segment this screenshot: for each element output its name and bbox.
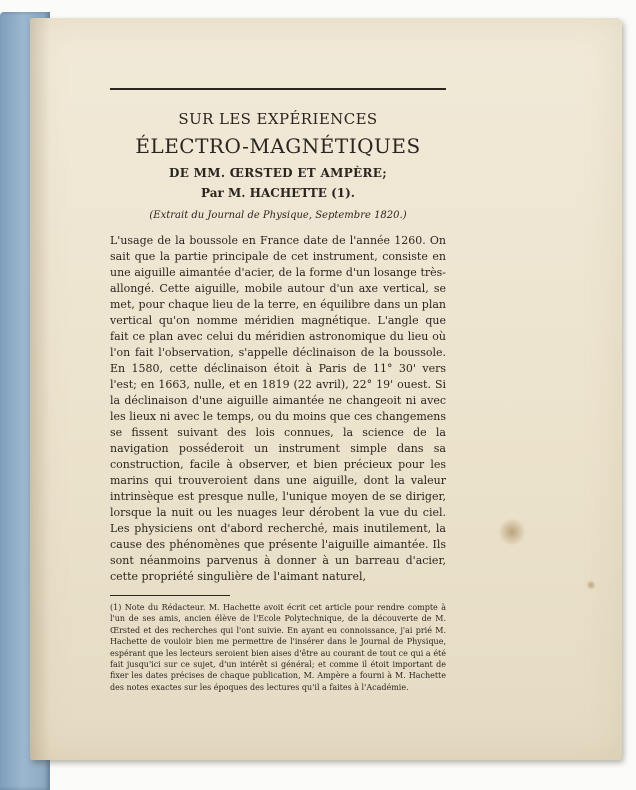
page-fold-shadow: [30, 18, 50, 760]
title-line-2: ÉLECTRO-MAGNÉTIQUES: [135, 134, 421, 158]
footnote-rule: [110, 595, 230, 596]
title-line-1: SUR LES EXPÉRIENCES: [178, 110, 378, 128]
article: [110, 88, 446, 693]
foxing-stain: [586, 580, 596, 590]
top-rule: [110, 88, 446, 90]
footnote: (1) Note du Rédacteur. M. Hachette avoit écrit cet article pour rendre compte à l'un de ses amis, ancien élève de l'Ecole Polytechnique, de la découverte de M. Œrsted et des recherches qui l'ont suivie. En ayant eu connoissance, j'ai prié M. Hachette de vouloir bien me permettre de l'insérer dans le Journal de Physique, espérant que les lecteurs seroient bien aises d'être au courant de tout ce qui a été fait jusqu'ici sur ce sujet, d'un intérêt si général; et comme il étoit important de fixer les dates précises de chaque publication, M. Ampère a fourni à M. Hachette des notes exactes sur les époques des lectures qu'il a faites à l'Académie.: [110, 603, 446, 692]
body-paragraph: L'usage de la boussole en France date de l'année 1260. On sait que la partie principale de cet instrument, consiste en une aiguille aimantée d'acier, de la forme d'un losange très-allongé. Cette aiguille, mobile autour d'un axe vertical, se met, pour chaque lieu de la terre, en équilibre dans un plan vertical qu'on nomme méridien magnétique. L'angle que fait ce plan avec celui du méridien astronomique du lieu où l'on fait l'observation, s'appelle déclinaison de la boussole. En 1580, cette déclinaison étoit à Paris de 11° 30' vers l'est; en 1663, nulle, et en 1819 (22 avril), 22° 19' ouest. Si la déclinaison d'une aiguille aimantée ne changeoit ni avec les lieux ni avec le temps, ou du moins que ces changemens se fissent suivant des lois connues, la science de la navigation posséderoit un instrument simple dans sa construction, facile à observer, et bien précieux pour les marins qui trouveroient dans une aiguille, dont la valeur intrinsèque est presque nulle, l'unique moyen de se diriger, lorsque la nuit ou les nuages leur dérobent la vue du ciel. Les physiciens ont d'abord recherché, mais inutilement, la cause des phénomènes que présente l'aiguille aimantée. Ils sont néanmoins parvenus à donner à un barreau d'acier, cette propriété singulière de l'aimant naturel,: [110, 234, 446, 583]
author-line: Par M. HACHETTE (1).: [201, 186, 355, 200]
extract-note: (Extrait du Journal de Physique, Septembre 1820.): [149, 210, 407, 221]
title-line-3: DE MM. ŒRSTED ET AMPÈRE;: [169, 166, 387, 180]
foxing-stain: [498, 518, 526, 546]
